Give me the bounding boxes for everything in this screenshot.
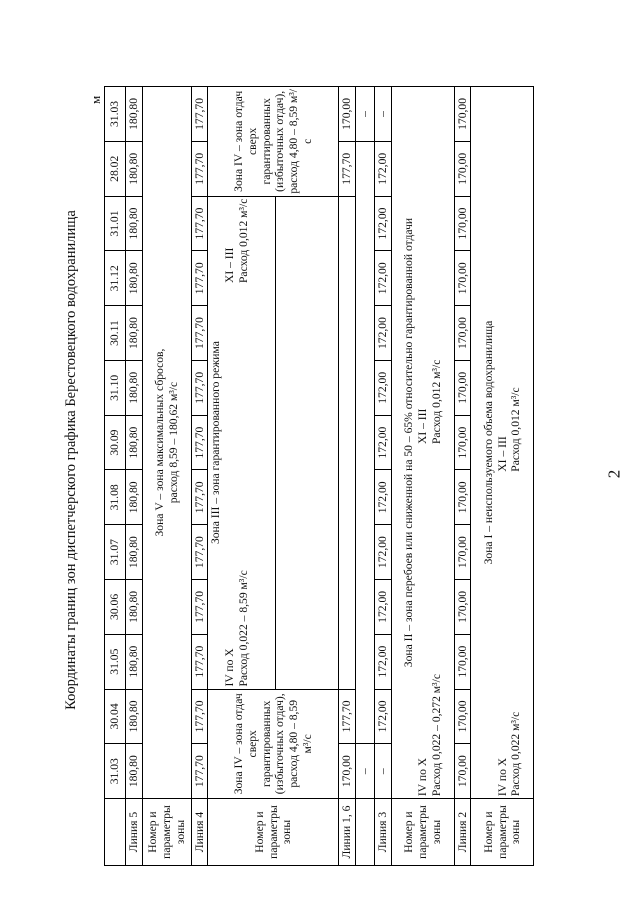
value-cell: 180,80 bbox=[126, 87, 143, 142]
zone4-rate: Расход 0,022 – 8,59 м³/с bbox=[236, 570, 250, 687]
gap-cell: – bbox=[356, 87, 375, 142]
value-cell: 172,00 bbox=[375, 415, 392, 470]
document-title: Координаты границ зон диспетчерского графика Берестовецкого водохранилища bbox=[63, 210, 79, 710]
value-cell: 170,00 bbox=[454, 470, 471, 525]
zone2-rate1: Расход 0,022 – 0,272 м³/с bbox=[429, 674, 443, 797]
value-cell: 177,70 bbox=[191, 580, 208, 635]
value-cell: 177,70 bbox=[191, 196, 208, 251]
zone3-spacer bbox=[276, 196, 339, 689]
value-cell: 170,00 bbox=[454, 196, 471, 251]
value-cell: 180,80 bbox=[126, 141, 143, 196]
unit-label: м bbox=[88, 95, 103, 104]
value-cell: 180,80 bbox=[126, 634, 143, 689]
date-cell: 31.05 bbox=[105, 634, 126, 689]
dispatch-schedule-table bbox=[104, 86, 534, 866]
value-cell: 170,00 bbox=[454, 689, 471, 744]
zone2-rate2: Расход 0,012 м³/с bbox=[429, 359, 443, 445]
zone1-row bbox=[471, 87, 534, 866]
value-cell: 170,00 bbox=[454, 415, 471, 470]
zone4-row bbox=[208, 87, 276, 866]
zone1-rate2: Расход 0,012 м³/с bbox=[509, 387, 523, 472]
value-cell: 180,80 bbox=[126, 470, 143, 525]
date-cell: 30.11 bbox=[105, 306, 126, 361]
value-cell: 180,80 bbox=[126, 525, 143, 580]
value-cell: 177,70 bbox=[191, 360, 208, 415]
value-cell: 170,00 bbox=[454, 744, 471, 799]
date-cell: 31.07 bbox=[105, 525, 126, 580]
gap-cell bbox=[356, 799, 375, 866]
value-cell: 172,00 bbox=[375, 196, 392, 251]
value-cell: 177,70 bbox=[339, 689, 356, 744]
zone5-title: Зона V – зона максимальных сбросов, bbox=[153, 348, 166, 537]
value-cell: 172,00 bbox=[375, 689, 392, 744]
zone2-params bbox=[416, 89, 443, 796]
zone-label: Номер и параметры зоны bbox=[471, 799, 534, 866]
zone1-description bbox=[471, 87, 534, 799]
row-label: Линия 4 bbox=[191, 799, 208, 866]
zone4-period-block bbox=[223, 570, 250, 686]
value-cell: 177,70 bbox=[191, 87, 208, 142]
value-cell: 177,70 bbox=[191, 141, 208, 196]
date-cell: 30.06 bbox=[105, 580, 126, 635]
value-cell: 177,70 bbox=[191, 744, 208, 799]
value-cell: 180,80 bbox=[126, 251, 143, 306]
zone3-title: Зона III – зона гарантированного режима bbox=[209, 341, 223, 545]
date-cell: 31.08 bbox=[105, 470, 126, 525]
value-cell: 180,80 bbox=[126, 580, 143, 635]
zone5-description bbox=[142, 87, 191, 799]
date-header-row bbox=[105, 87, 126, 866]
zone5-row bbox=[142, 87, 191, 866]
zone1-period2-block bbox=[496, 387, 523, 471]
value-cell: 170,00 bbox=[454, 580, 471, 635]
date-cell: 31.03 bbox=[105, 744, 126, 799]
page-number: 2 bbox=[603, 469, 623, 479]
row-label: Линии 1, 6 bbox=[339, 799, 356, 866]
value-cell: 180,80 bbox=[126, 360, 143, 415]
zone2-period2: XI – III bbox=[415, 408, 429, 445]
value-cell: 177,70 bbox=[191, 306, 208, 361]
zone3-description bbox=[208, 196, 276, 689]
date-cell: 31.01 bbox=[105, 196, 126, 251]
zone2-description bbox=[391, 87, 454, 799]
zone1-period1-block bbox=[496, 712, 523, 796]
value-cell: 170,00 bbox=[454, 634, 471, 689]
date-cell: 30.09 bbox=[105, 415, 126, 470]
line3-row bbox=[375, 87, 392, 866]
zone2-period1: IV по X bbox=[415, 757, 429, 797]
value-cell: 180,80 bbox=[126, 744, 143, 799]
value-cell: 172,00 bbox=[375, 525, 392, 580]
zone3-params bbox=[223, 199, 250, 687]
value-cell: 177,70 bbox=[191, 470, 208, 525]
value-cell: 177,70 bbox=[339, 141, 356, 196]
gap-span bbox=[356, 141, 375, 743]
value-cell: 180,80 bbox=[126, 196, 143, 251]
value-cell: 170,00 bbox=[454, 87, 471, 142]
value-cell: 177,70 bbox=[191, 634, 208, 689]
value-cell: 170,00 bbox=[454, 141, 471, 196]
zone3-period-block bbox=[223, 199, 250, 283]
value-cell: 172,00 bbox=[375, 141, 392, 196]
value-cell: 180,80 bbox=[126, 689, 143, 744]
date-cell: 31.10 bbox=[105, 360, 126, 415]
zone4-period: IV по X bbox=[223, 648, 237, 687]
value-cell: – bbox=[375, 87, 392, 142]
date-cell: 31.03 bbox=[105, 87, 126, 142]
line2-row bbox=[454, 87, 471, 866]
zone2-title: Зона II – зона перебоев или сниженной на 50 – 65% относительно гарантированной отдачи bbox=[402, 217, 416, 668]
value-cell: 170,00 bbox=[454, 525, 471, 580]
zone1-period2: XI – III bbox=[495, 436, 509, 472]
value-cell: 180,80 bbox=[126, 415, 143, 470]
zone-label: Номер и параметры зоны bbox=[391, 799, 454, 866]
value-cell: 170,00 bbox=[339, 87, 356, 142]
zone1-period1: IV по X bbox=[495, 757, 509, 797]
zone4-end-description: Зона IV – зона отдач сверх гарантированных (избыточных отдач), расход 4,80 – 8,59 м³/с bbox=[208, 87, 339, 197]
zone5-rate: расход 8,59 – 180,62 м³/с bbox=[166, 381, 180, 504]
zone2-period2-block bbox=[416, 360, 443, 444]
zone-label: Номер и параметры зоны bbox=[142, 799, 191, 866]
value-cell: 177,70 bbox=[191, 689, 208, 744]
zone1-params bbox=[496, 89, 523, 796]
row-label: Линия 2 bbox=[454, 799, 471, 866]
zone1-rate1: Расход 0,022 м³/с bbox=[509, 711, 523, 797]
line16-row bbox=[339, 87, 356, 866]
zone-label: Номер и параметры зоны bbox=[208, 799, 339, 866]
corner-cell bbox=[105, 799, 126, 866]
date-cell: 31.12 bbox=[105, 251, 126, 306]
gap-row bbox=[356, 87, 375, 866]
gap-cell: – bbox=[356, 744, 375, 799]
zone3-period: XI – III bbox=[223, 247, 237, 284]
row-label: Линия 3 bbox=[375, 799, 392, 866]
line16-empty-span bbox=[339, 196, 356, 689]
date-cell: 28.02 bbox=[105, 141, 126, 196]
zone2-period1-block bbox=[416, 674, 443, 796]
value-cell: – bbox=[375, 744, 392, 799]
zone1-title: Зона I – неиспользуемого объема водохранилища bbox=[481, 320, 495, 565]
value-cell: 172,00 bbox=[375, 306, 392, 361]
zone3-rate: Расход 0,012 м³/с bbox=[236, 198, 250, 284]
value-cell: 172,00 bbox=[375, 251, 392, 306]
value-cell: 172,00 bbox=[375, 580, 392, 635]
value-cell: 177,70 bbox=[191, 251, 208, 306]
value-cell: 170,00 bbox=[454, 251, 471, 306]
value-cell: 177,70 bbox=[191, 525, 208, 580]
line5-row bbox=[126, 87, 143, 866]
value-cell: 170,00 bbox=[454, 306, 471, 361]
value-cell: 180,80 bbox=[126, 306, 143, 361]
value-cell: 177,70 bbox=[191, 415, 208, 470]
value-cell: 170,00 bbox=[454, 360, 471, 415]
value-cell: 170,00 bbox=[339, 744, 356, 799]
value-cell: 172,00 bbox=[375, 634, 392, 689]
value-cell: 172,00 bbox=[375, 470, 392, 525]
zone2-row bbox=[391, 87, 454, 866]
zone4-start-description: Зона IV – зона отдач сверх гарантированных (избыточных отдач), расход 4,80 – 8,59 м³/с bbox=[208, 689, 339, 799]
date-cell: 30.04 bbox=[105, 689, 126, 744]
line4-row bbox=[191, 87, 208, 866]
value-cell: 172,00 bbox=[375, 360, 392, 415]
row-label: Линия 5 bbox=[126, 799, 143, 866]
